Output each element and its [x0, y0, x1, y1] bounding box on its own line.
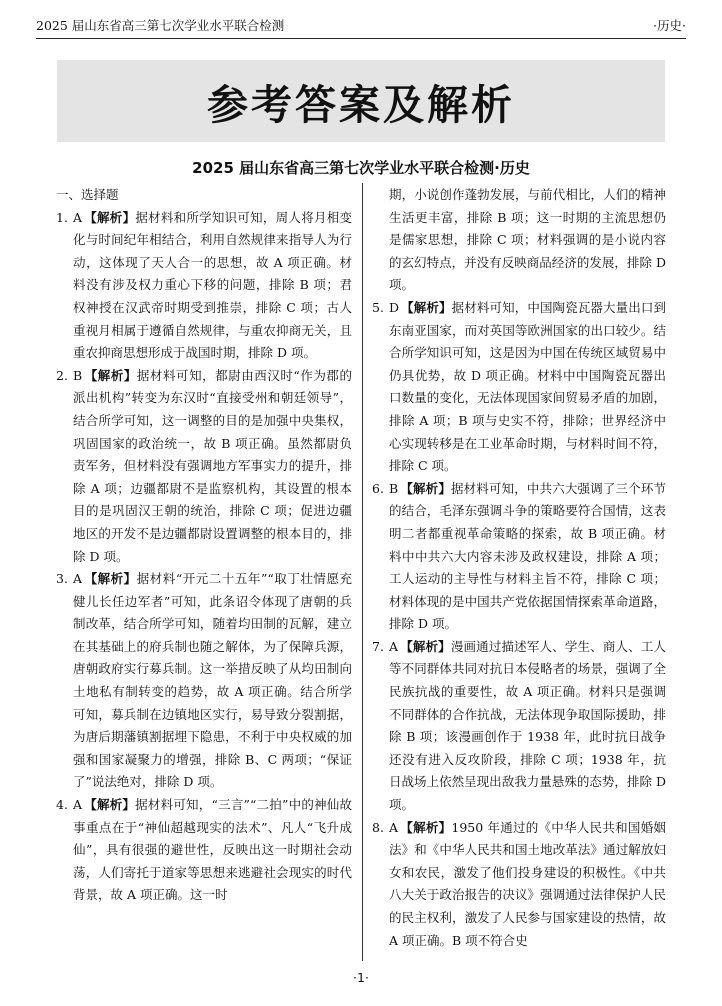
item-text: 期，小说创作蓬勃发展，与前代相比，人们的精神生活更丰富，排除 B 项；这一时期的主流思想仍是儒家思想，排除 C 项；材料强调的是小说内容的玄幻特点，并没有反映商品经济的发展，排除 D 项。 — [389, 187, 666, 293]
item-answer: D — [389, 299, 400, 315]
item-answer: B — [389, 480, 399, 496]
document-subtitle: 2025 届山东省高三第七次学业水平联合检测·历史 — [192, 159, 530, 177]
analysis-tag: 【解析】 — [400, 480, 451, 496]
left-column — [56, 184, 352, 907]
item-answer: A — [389, 638, 399, 654]
answer-item-8 — [372, 817, 666, 953]
running-header — [36, 14, 686, 39]
item-text: 据材料可知，都尉由西汉时“作为郡的派出机构”转变为东汉时“直接受州和朝廷领导”，结合所学可知，这一调整的目的是加强中央集权，巩固国家的政治统一，故 B 项正确。虽然都尉负责军务，但材料没有强调地方军事实力的提升，排除 A 项；边疆都尉不是监察机构，其设置的根本目的是巩固汉王朝的统治，排除 C 项；促进边疆地区的开发不是边疆都尉设置调整的根本目的，排除 D 项。 — [73, 367, 352, 564]
item-answer: A — [73, 797, 83, 813]
item-number: 2. — [56, 367, 68, 383]
item-number: 6. — [372, 480, 384, 496]
header-subject: ·历史· — [653, 18, 686, 33]
item-number: 1. — [56, 209, 68, 225]
item-text: 据材料和所学知识可知，周人将月相变化与时间纪年相结合，利用自然规律来指导人为行动，这体现了天人合一的思想，故 A 项正确。材料没有涉及权力重心下移的问题，排除 B 项；君权神授在汉武帝时期受到推崇，排除 C 项；古人重视月相属于遵循自然规律，与重农抑商无关，且重农抑商思想形成于战国时期，排除 D 项。 — [73, 209, 352, 361]
item-text: 据材料可知，“三言”“二拍”中的神仙故事重点在于“神仙超越现实的法术”、凡人“飞升成仙”，具有很强的避世性，反映出这一时期社会动荡，人们寄托于道家等思想来逃避社会现实的时代背景，故 A 项正确。这一时 — [73, 797, 352, 903]
answer-item-2 — [56, 365, 352, 568]
answer-item-5 — [372, 297, 666, 478]
item-number: 4. — [56, 797, 68, 813]
analysis-tag: 【解析】 — [84, 367, 137, 383]
analysis-tag: 【解析】 — [400, 819, 452, 835]
answer-item-6 — [372, 478, 666, 636]
item-text: 1950 年通过的《中华人民共和国婚姻法》和《中华人民共和国土地改革法》通过解放妇女和农民，激发了他们投身建设的积极性。《中共八大关于政治报告的决议》强调通过法律保护人民的民主权利，激发了人民参与国家建设的热情，故 A 项正确。B 项不符合史 — [389, 819, 666, 948]
item-text: 据材料“开元二十五年”“取丁壮情愿充健儿长任边军者”可知，此条诏令体现了唐朝的兵制改革，结合所学可知，随着均田制的瓦解，建立在其基础上的府兵制也随之解体，为了保障兵源，唐朝政府实行募兵制。这一举措反映了从均田制向土地私有制转变的趋势，故 A 项正确。结合所学可知，募兵制在边镇地区实行，易导致分裂割据，为唐后期藩镇割据埋下隐患，不利于中央权威的加强和国家凝聚力的增强，排除 B、C 两项；“保证了”说法绝对，排除 D 项。 — [73, 571, 352, 790]
item-text: 漫画通过描述军人、学生、商人、工人等不同群体共同对抗日本侵略者的场景，强调了全民族抗战的重要性，故 A 项正确。材料只是强调不同群体的合作抗战，无法体现争取国际援助，排除 B 项；该漫画创作于 1938 年，此时抗日战争还没有进入反攻阶段，排除 C 项；1938 年，抗日战场上依然呈现出敌我力量悬殊的态势，排除 D 项。 — [389, 638, 666, 813]
item-text: 据材料可知，中国陶瓷瓦器大量出口到东南亚国家，而对英国等欧洲国家的出口较少。结合所学知识可知，这是因为中国在传统区域贸易中仍具优势，故 D 项正确。材料中中国陶瓷瓦器出口数量的变化，无法体现国家间贸易矛盾的加剧，排除 A 项；B 项与史实不符，排除；世界经济中心实现转移是在工业革命时期，与材料时间不符，排除 C 项。 — [389, 299, 666, 474]
item-answer: A — [73, 209, 83, 225]
analysis-tag: 【解析】 — [84, 209, 136, 225]
item-text: 据材料可知，中共六大强调了三个环节的结合，毛泽东强调斗争的策略要符合国情，这表明二者都重视革命策略的探索，故 B 项正确。材料中中共六大内容未涉及政权建设，排除 A 项；工人运动的主导性与材料主旨不符，排除 C 项；材料体现的是中国共产党依据国情探索革命道路，排除 D 项。 — [389, 480, 666, 632]
right-column — [372, 184, 666, 952]
column-divider — [362, 183, 363, 961]
item-answer: A — [73, 571, 83, 587]
answer-item-3 — [56, 568, 352, 794]
answer-item-4 — [56, 794, 352, 907]
item-answer: A — [389, 819, 399, 835]
item-number: 5. — [372, 299, 384, 315]
answer-item-4-continued — [372, 184, 666, 297]
header-exam-title: 2025 届山东省高三第七次学业水平联合检测 — [36, 18, 285, 33]
analysis-tag: 【解析】 — [400, 638, 451, 654]
title-banner — [57, 60, 665, 142]
answer-item-7 — [372, 636, 666, 817]
item-answer: B — [73, 367, 83, 383]
answer-item-1 — [56, 207, 352, 365]
analysis-tag: 【解析】 — [84, 571, 137, 587]
banner-title: 参考答案及解析 — [207, 80, 515, 129]
item-number: 7. — [372, 638, 384, 654]
item-number: 3. — [56, 571, 68, 587]
analysis-tag: 【解析】 — [84, 797, 136, 813]
section-title: 一、选择题 — [56, 187, 119, 202]
item-number: 8. — [372, 819, 384, 835]
page-number: ·1· — [353, 970, 369, 985]
analysis-tag: 【解析】 — [401, 299, 452, 315]
